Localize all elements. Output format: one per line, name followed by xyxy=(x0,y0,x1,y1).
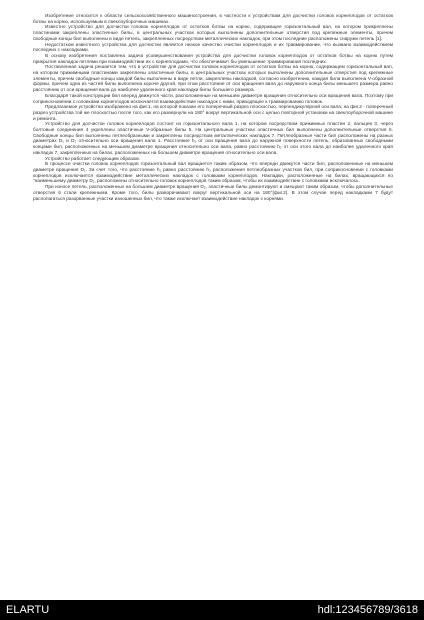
footer-handle-label: hdl:123456789/3618 xyxy=(317,604,418,616)
paragraph: Предлагаемое устройство изображено на фиг.1, на которой показан его поперечный разрез плоскостью, перпендикулярной оси вала; на фиг.2 - поперечный разрез устройства той же плоскостью после того, как его развернули на 180° вокруг вертикальной оси с целью повторной установки на свеклоуборочной машине и ремонта. xyxy=(33,105,393,122)
paragraph: При износе петель, расположенных на большем диаметре вращения D₂, эластичные билы демонтируют и смещают таким образом, чтобы дополнительные отверстия 6 стали крепежными. Кроме того, билы разворачивают вокруг вертикальной оси на 180°(фиг.2). В этом случае перед накладками 7 будут располагаться разорванные участки изношенных бил, что также исключает взаимодействие накладок с корнями. xyxy=(33,185,393,202)
paragraph: Благодаря такой конструкции бил вперед движутся части, расположенные на меньшем диаметре вращения относительно оси вращения вала. Поэтому при соприкосновении с головками корнеплодов исключается взаимодействие накладок с ними, приводящее к травмированию головок. xyxy=(33,93,393,105)
paragraph: Устройство работает следующим образом. xyxy=(45,156,140,162)
paragraph: Изобретение относится к области сельскохозяйственного машиностроения, в частности к устройствам для досчистки головок корнеплодов от остатков ботвы на корню, используемым в свеклоуборочных машинах. xyxy=(33,14,393,25)
paragraph: В процессе очистки головок корнеплодов горизонтальный вал вращается таким образом, что впереди движутся части бил, расположенные на меньшем диаметре вращения D₁. За счет того, что расстояние h₁ равно расстоянию h₂ расположения петлеобразных участков бил, при соприкосновении с головками корнеплодов исключается взаимодействие металлических накладок с головками корнеплодов. Накладки, расположенные на билах, вращающихся по "наименьшему диаметру D₁, расположены относительно головок корнеплодов таким образом, чтобы их взаимодействие с головками исключалось. xyxy=(33,162,393,185)
footer-bar xyxy=(0,600,424,620)
document-body xyxy=(33,14,393,202)
paragraph: В основу изобретения поставлена задача усовершенствования устройства для досчистки головок корнеплодов от остатков ботвы на корню путем прикрытия накладок петлями при взаимодействии их с корнеплодами, что обеспечивает бы уменьшение травмирования последних. xyxy=(33,53,393,65)
paragraph: Недостатком известного устройства для досчистки является низкое качество очистки корнеплодов и их травмирование, что вызвано взаимодействием последних с накладками. xyxy=(33,42,393,54)
paragraph: Поставленная задача решается тем, что в устройстве для досчистки головок корнеплодов от остатков ботвы на корню, содержащем горизонтальный вал, на котором прижимными пластинами закреплены эластичные билы, в центральных участках которых выполнены дополнительные отверстия под крепежные элементы, причем свободные концы каждой билы выполнены в виде петли, закреплены накладкой, согласно изобретению, каждая била выполнена V-образной формы, причем одна из частей билы выполнена короче другой, при этом расстояние от оси вращения вала до наружного конца билы меньшего размера равно расстоянию от оси вращения вала до наиболее удаленного края накладки билы большего размера. xyxy=(33,65,393,94)
paragraph: Устройство для досчистки головок корнеплодов состоит из горизонтального вала 1, на котором посредством прижимных пластин 2, пальцев 3, через болтовые соединения 4 укреплены эластичные V-образные билы 5. На центральных участках эластичных бил выполнены дополнительные отверстия 6. Свободные концы бил выполнены петлеобразными и закреплены посредством металлических накладок 7. Петлеобразные части бил расположены на разных диаметрах D₁ и D₂ относительно оси вращения вала 1. Расстояние h₁ от оси вращения вала до наружной поверхности петель, образованных свободными концами бил, расположенных на меньшем диаметре вращения относительно оси вала, равно расстоянию h₂ от оси этого вала до наиболее удаленного края накладок 7, закрепленных на билах, расположенных на большем диаметре вращения относительно оси вала. xyxy=(33,122,393,156)
footer-source-label: ELARTU xyxy=(6,604,50,616)
paragraph: Известно устройство для досчистки головок корнеплодов от остатков ботвы на корню, содержащее горизонтальный вал, на котором прикреплены пластинами закреплены эластичные билы, в центральных участках которых выполнены дополнительные отверстия под крепежные элементы, причем свободные концы бил выполнены в виде петель, закрепленных посредством металлических накладок, при этом последние расположены снаружи петель [1]. xyxy=(33,25,393,42)
